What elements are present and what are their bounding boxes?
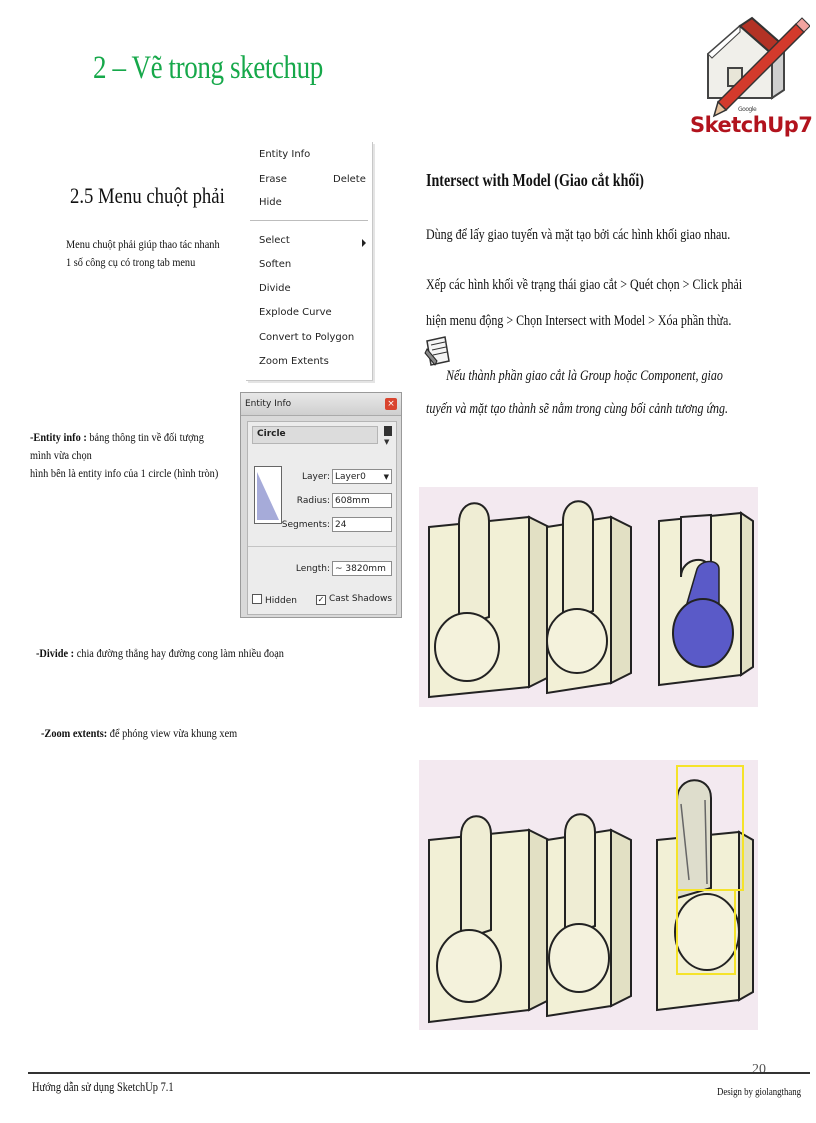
page-number: 20	[752, 1062, 766, 1077]
chevron-down-icon: ▼	[383, 473, 389, 481]
submenu-arrow-icon	[362, 239, 366, 247]
scroll-up-icon[interactable]	[384, 426, 392, 436]
entity-info-term: -Entity info :	[30, 430, 87, 444]
context-menu	[246, 142, 373, 381]
logo-wordmark	[690, 106, 813, 137]
intersect-p2-line: hiện menu động > Chọn Intersect with Model > Xóa phần thừa.	[426, 313, 732, 329]
segments-input[interactable]: 24	[332, 517, 392, 532]
menu-item-label: Erase	[259, 174, 287, 185]
intro-line: Menu chuột phải giúp thao tác nhanh	[66, 237, 220, 251]
entity-info-panel	[240, 392, 402, 618]
menu-item-convert-to-polygon[interactable]: Convert to Polygon	[259, 332, 355, 343]
zoom-desc	[41, 724, 237, 742]
entity-type: Circle	[257, 429, 286, 439]
block-cut	[659, 513, 753, 685]
layer-label: Layer:	[302, 472, 330, 482]
menu-item-select[interactable]: Select	[259, 235, 290, 246]
intro-line: 1 số công cụ có trong tab menu	[66, 255, 196, 269]
block-solid-1	[429, 503, 549, 697]
layer-value: Layer0	[335, 472, 366, 482]
panel-titlebar	[241, 393, 401, 416]
panel-title: Entity Info	[245, 399, 292, 409]
note-pencil-icon	[423, 335, 453, 369]
hidden-label: Hidden	[265, 596, 297, 606]
intersect-note-2: tuyến và mặt tạo thành sẽ nằm trong cùng bối cảnh tương ứng.	[426, 401, 729, 417]
entity-info-line: mình vừa chọn	[30, 448, 92, 462]
menu-item-zoom-extents[interactable]: Zoom Extents	[259, 356, 329, 367]
scroll-down-icon[interactable]: ▼	[384, 438, 390, 446]
layer-select[interactable]	[332, 469, 392, 484]
length-label: Length:	[295, 564, 330, 574]
footer-right-text: Design by giolangthang	[717, 1086, 802, 1098]
footer-left-text: Hướng dẫn sử dụng SketchUp 7.1	[32, 1079, 174, 1094]
logo-google-label: Google	[738, 106, 757, 113]
intersect-before-image	[419, 487, 758, 707]
entity-type-header	[252, 426, 378, 444]
length-input[interactable]: ~ 3820mm	[332, 561, 392, 576]
menu-item-entity-info[interactable]: Entity Info	[259, 149, 311, 160]
intersect-p2	[426, 276, 742, 331]
section-title: 2.5 Menu chuột phải	[70, 183, 225, 208]
intersect-after-image	[419, 760, 758, 1030]
radius-input[interactable]: 608mm	[332, 493, 392, 508]
intro-text	[66, 235, 220, 271]
cast-shadows-label: Cast Shadows	[329, 594, 393, 604]
checkmark-icon: ✓	[317, 595, 325, 604]
intersect-note	[446, 367, 723, 386]
cast-shadows-checkbox[interactable]	[316, 594, 392, 605]
zoom-text: để phóng view vừa khung xem	[107, 726, 238, 740]
page-title: 2 – Vẽ trong sketchup	[93, 50, 323, 86]
entity-info-line: bảng thông tin về đối tượng	[86, 430, 204, 444]
zoom-term: -Zoom extents:	[41, 726, 108, 740]
menu-item-erase[interactable]	[259, 174, 366, 185]
intersect-title: Intersect with Model (Giao cắt khối)	[426, 170, 644, 190]
divide-desc	[36, 644, 284, 662]
block-solid-2	[547, 814, 631, 1016]
menu-shortcut: Delete	[333, 174, 366, 185]
divide-text: chia đường thẳng hay đường cong làm nhiều đoạn	[74, 646, 284, 660]
radius-label: Radius:	[296, 496, 330, 506]
menu-item-hide[interactable]: Hide	[259, 197, 282, 208]
block-solid-1	[429, 816, 549, 1022]
logo-text: SketchUp7	[690, 113, 813, 137]
close-icon[interactable]: ×	[385, 398, 397, 410]
divide-term: -Divide :	[36, 646, 75, 660]
menu-separator	[250, 220, 368, 221]
block-solid-2	[547, 501, 631, 693]
panel-divider	[248, 546, 396, 547]
entity-info-desc	[30, 428, 218, 482]
menu-item-soften[interactable]: Soften	[259, 259, 292, 270]
menu-item-divide[interactable]: Divide	[259, 283, 291, 294]
panel-body	[247, 421, 397, 615]
menu-item-explode-curve[interactable]: Explode Curve	[259, 307, 332, 318]
segments-label: Segments:	[281, 520, 330, 530]
intersect-p2-line: Xếp các hình khối về trạng thái giao cắt > Quét chọn > Click phải	[426, 277, 743, 293]
entity-info-line: hình bên là entity info của 1 circle (hình tròn)	[30, 466, 219, 480]
hidden-checkbox[interactable]	[252, 594, 297, 606]
note-line: Nếu thành phần giao cắt là Group hoặc Component, giao	[446, 368, 723, 384]
intersect-p1: Dùng để lấy giao tuyến và mặt tạo bởi các hình khối giao nhau.	[426, 227, 731, 243]
footer-divider	[28, 1072, 810, 1074]
checkbox-icon	[252, 594, 262, 604]
